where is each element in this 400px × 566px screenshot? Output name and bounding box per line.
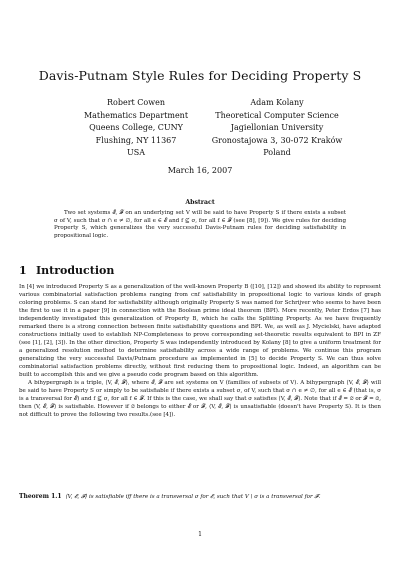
paragraph: In [4] we introduced Property S as a generalization of the well-known Property B ([10], [12]) and showed its ability to represent various combinatorial satisfaction problems ranging from cnf satisfiability in propositional logic to various kinds of graph coloring problems. S can stand for satisfiability although originally Property S was named for Schrijver who seems to have been the first to use it in a paper [9] in connection with the Boolean prime ideal theorem (BPI). More recently, Peter Erdos [7] has independently investigated this generalization of Property B, which he calls the Splitting Property. As we have frequently remarked there is a strong connection between finite satisfiability questions and BPI. We, as well as J. Mycielski, have adapted constructions initially used to establish NP-Completeness to prove corresponding set-theoretic results equivalent to BPI in ZF (see [1], [2], [3]). In the other direction, Property S was independently introduced by Kolany [8] to give a uniform treatment for a generalized resolution method to determine satisfiability across a wide range of problems. We continue this program generalizing the very successful Davis/Putnam procedure as implemented in [5] to decide Property S. We can thus solve combinatorial satisfaction problems directly, without first reducing them to propositional logic. Indeed, an algorithm can be built to accomplish this and we give a pseudo code program based on this algorithm. [19, 284, 381, 378]
section-title: Introduction [36, 264, 115, 277]
theorem-statement: ⟨V, 𝓔, 𝓕⟩ is satisfiable iff there is a transversal σ for 𝓔, such that V \ σ is a transversal for 𝓕. [65, 494, 321, 500]
author-address: Gronostajowa 3, 30-072 Kraków [211, 135, 343, 145]
author-kolany [204, 97, 350, 160]
abstract-text: Two set systems 𝓔, 𝓕 on an underlying set V will be said to have Property S if there exists a subset σ of V, such that σ ∩ e ≠ ∅, for all e ∈ 𝓔 and f ⊈ σ, for all f ∈ 𝓕 (see [8], [9]). We give rules for deciding Property S, which generalizes the very successful Davis-Putnam rules for deciding satisfiability in propositional logic. [54, 210, 346, 240]
author-name: Robert Cowen [107, 98, 165, 107]
section-heading [19, 264, 114, 277]
author-cowen [70, 97, 202, 160]
section-body [19, 283, 381, 419]
abstract-heading: Abstract [185, 199, 215, 206]
section-number: 1 [19, 264, 27, 277]
paper-title: Davis-Putnam Style Rules for Deciding Property S [38, 68, 362, 83]
paper-date: March 16, 2007 [167, 166, 233, 175]
page-number: 1 [198, 531, 202, 538]
author-name: Adam Kolany [250, 98, 304, 107]
author-department: Mathematics Department [83, 110, 189, 120]
author-institution: Queens College, CUNY [89, 123, 183, 132]
paragraph: A bihypergraph is a triple, ⟨V, 𝓔, 𝓕⟩, where 𝓔, 𝓕 are set systems on V (families of subsets of V). A bihypergraph ⟨V, 𝓔, 𝓕⟩ will be said to have Property S or simply to be satisfiable if there exists a subset σ, of V, such that σ ∩ e ≠ ∅, for all e ∈ 𝓔 (that is, σ is a transversal for 𝓔) and f ⊈ σ, for all f ∈ 𝓕. If this is the case, we shall say that σ satisfies ⟨V, 𝓔, 𝓕⟩. Note that if 𝓔 = ∅ or 𝓕 = ∅, then ⟨V, 𝓔, 𝓕⟩ is satisfiable. However if ∅ belongs to either 𝓔 or 𝓕, ⟨V, 𝓔, 𝓕⟩ is unsatisfiable (doesn't have Property S). It is then not difficult to prove the following two results.(see [4]). [19, 380, 381, 418]
author-country: Poland [263, 148, 291, 157]
author-address: Flushing, NY 11367 [95, 135, 177, 145]
theorem-label: Theorem 1.1 [19, 493, 62, 500]
author-department: Theoretical Computer Science [215, 110, 339, 120]
author-institution: Jagiellonian University [230, 123, 324, 132]
theorem [19, 493, 381, 501]
author-country: USA [127, 148, 145, 157]
